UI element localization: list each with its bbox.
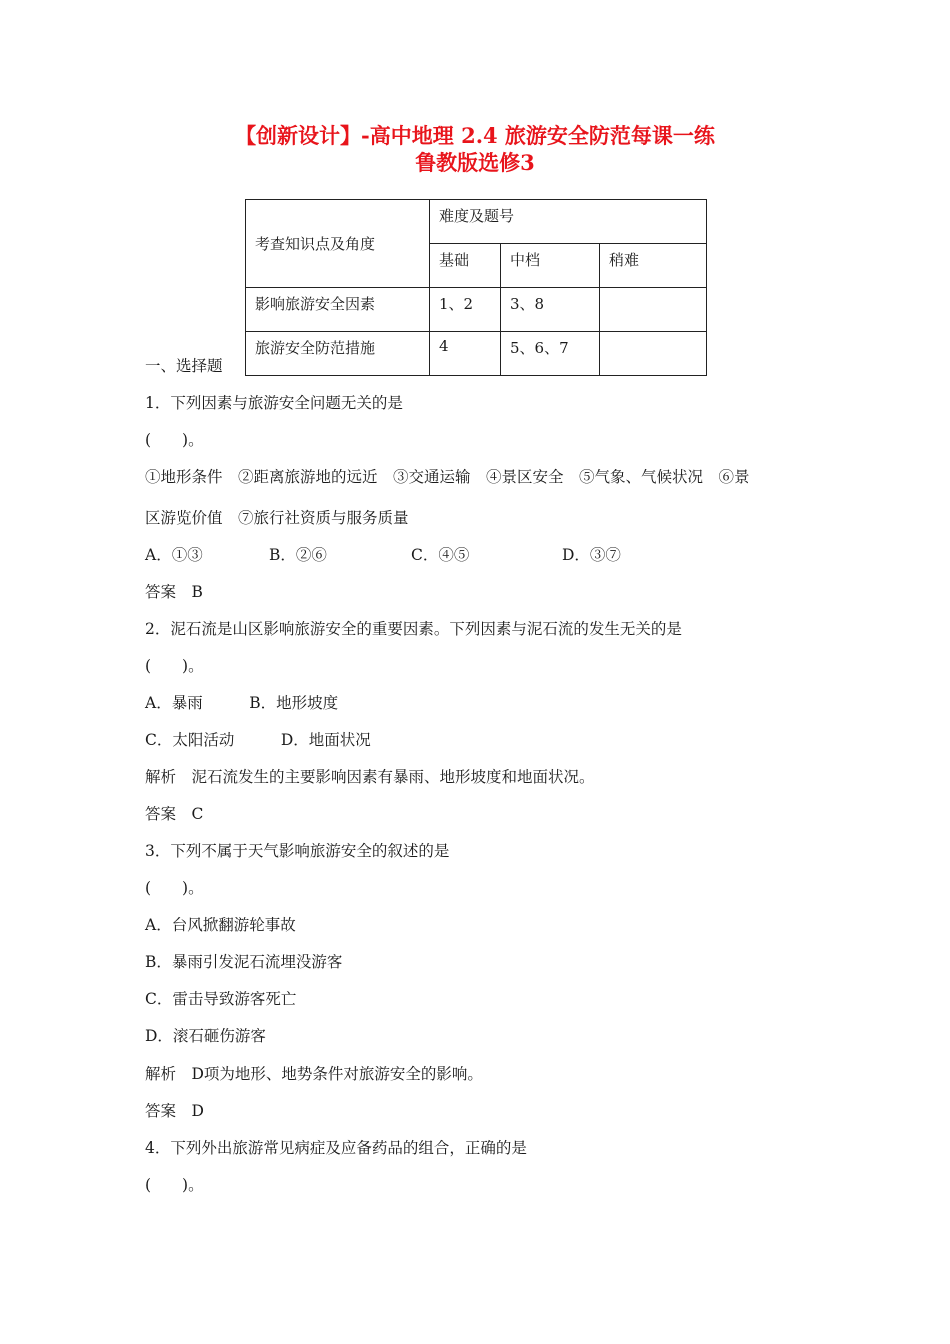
question-3-analysis: 解析 D项为地形、地势条件对旅游安全的影响。 [145,1065,483,1083]
table-cell-basic: 4 [430,332,501,376]
table-row [246,288,707,332]
question-1-option-b: B．②⑥ [269,546,327,564]
question-1-items-line1: ①地形条件 ②距离旅游地的远近 ③交通运输 ④景区安全 ⑤气象、气候状况 ⑥景 [145,468,750,486]
table-cell-topic: 影响旅游安全因素 [246,288,430,332]
question-2-options-ab: A．暴雨 B．地形坡度 [145,694,339,712]
table-level-medium: 中档 [501,244,600,288]
question-2-answer: 答案 C [145,805,204,823]
table-header-topic: 考查知识点及角度 [246,200,430,288]
question-4-stem: 4．下列外出旅游常见病症及应备药品的组合，正确的是 [145,1139,527,1157]
table-level-hard: 稍难 [600,244,707,288]
table-cell-basic: 1、2 [430,288,501,332]
table-header-difficulty: 难度及题号 [430,200,707,244]
question-3-option-b: B．暴雨引发泥石流埋没游客 [145,953,343,971]
table-cell-topic: 旅游安全防范措施 [246,332,430,376]
question-3-paren: ( )。 [145,879,204,897]
question-3-option-a: A．台风掀翻游轮事故 [145,916,296,934]
question-2-paren: ( )。 [145,657,204,675]
table-cell-medium: 3、8 [501,288,600,332]
question-1-items-line2: 区游览价值 ⑦旅行社资质与服务质量 [145,509,409,527]
question-2-stem: 2．泥石流是山区影响旅游安全的重要因素。下列因素与泥石流的发生无关的是 [145,620,682,638]
question-1-option-d: D．③⑦ [562,546,621,564]
question-4-paren: ( )。 [145,1176,204,1194]
question-3-stem: 3．下列不属于天气影响旅游安全的叙述的是 [145,842,450,860]
table-cell-hard [600,332,707,376]
question-3-answer: 答案 D [145,1102,204,1120]
question-1-paren: ( )。 [145,431,204,449]
table-cell-hard [600,288,707,332]
document-title-line1: 【创新设计】-高中地理 2.4 旅游安全防范每课一练 [235,123,715,148]
question-2-analysis: 解析 泥石流发生的主要影响因素有暴雨、地形坡度和地面状况。 [145,768,595,786]
table-cell-medium: 5、6、7 [501,332,600,376]
question-2-options-cd: C．太阳活动 D．地面状况 [145,731,371,749]
knowledge-difficulty-table [245,199,707,376]
table-row [246,332,707,376]
section-heading: 一、选择题 [145,357,223,375]
document-title-line2: 鲁教版选修3 [415,150,535,175]
question-1-option-c: C．④⑤ [411,546,470,564]
question-1-stem: 1．下列因素与旅游安全问题无关的是 [145,394,403,412]
question-3-option-c: C．雷击导致游客死亡 [145,990,297,1008]
question-1-option-a: A．①③ [145,546,203,564]
question-3-option-d: D．滚石砸伤游客 [145,1027,266,1045]
table-level-basic: 基础 [430,244,501,288]
question-1-answer: 答案 B [145,583,203,601]
